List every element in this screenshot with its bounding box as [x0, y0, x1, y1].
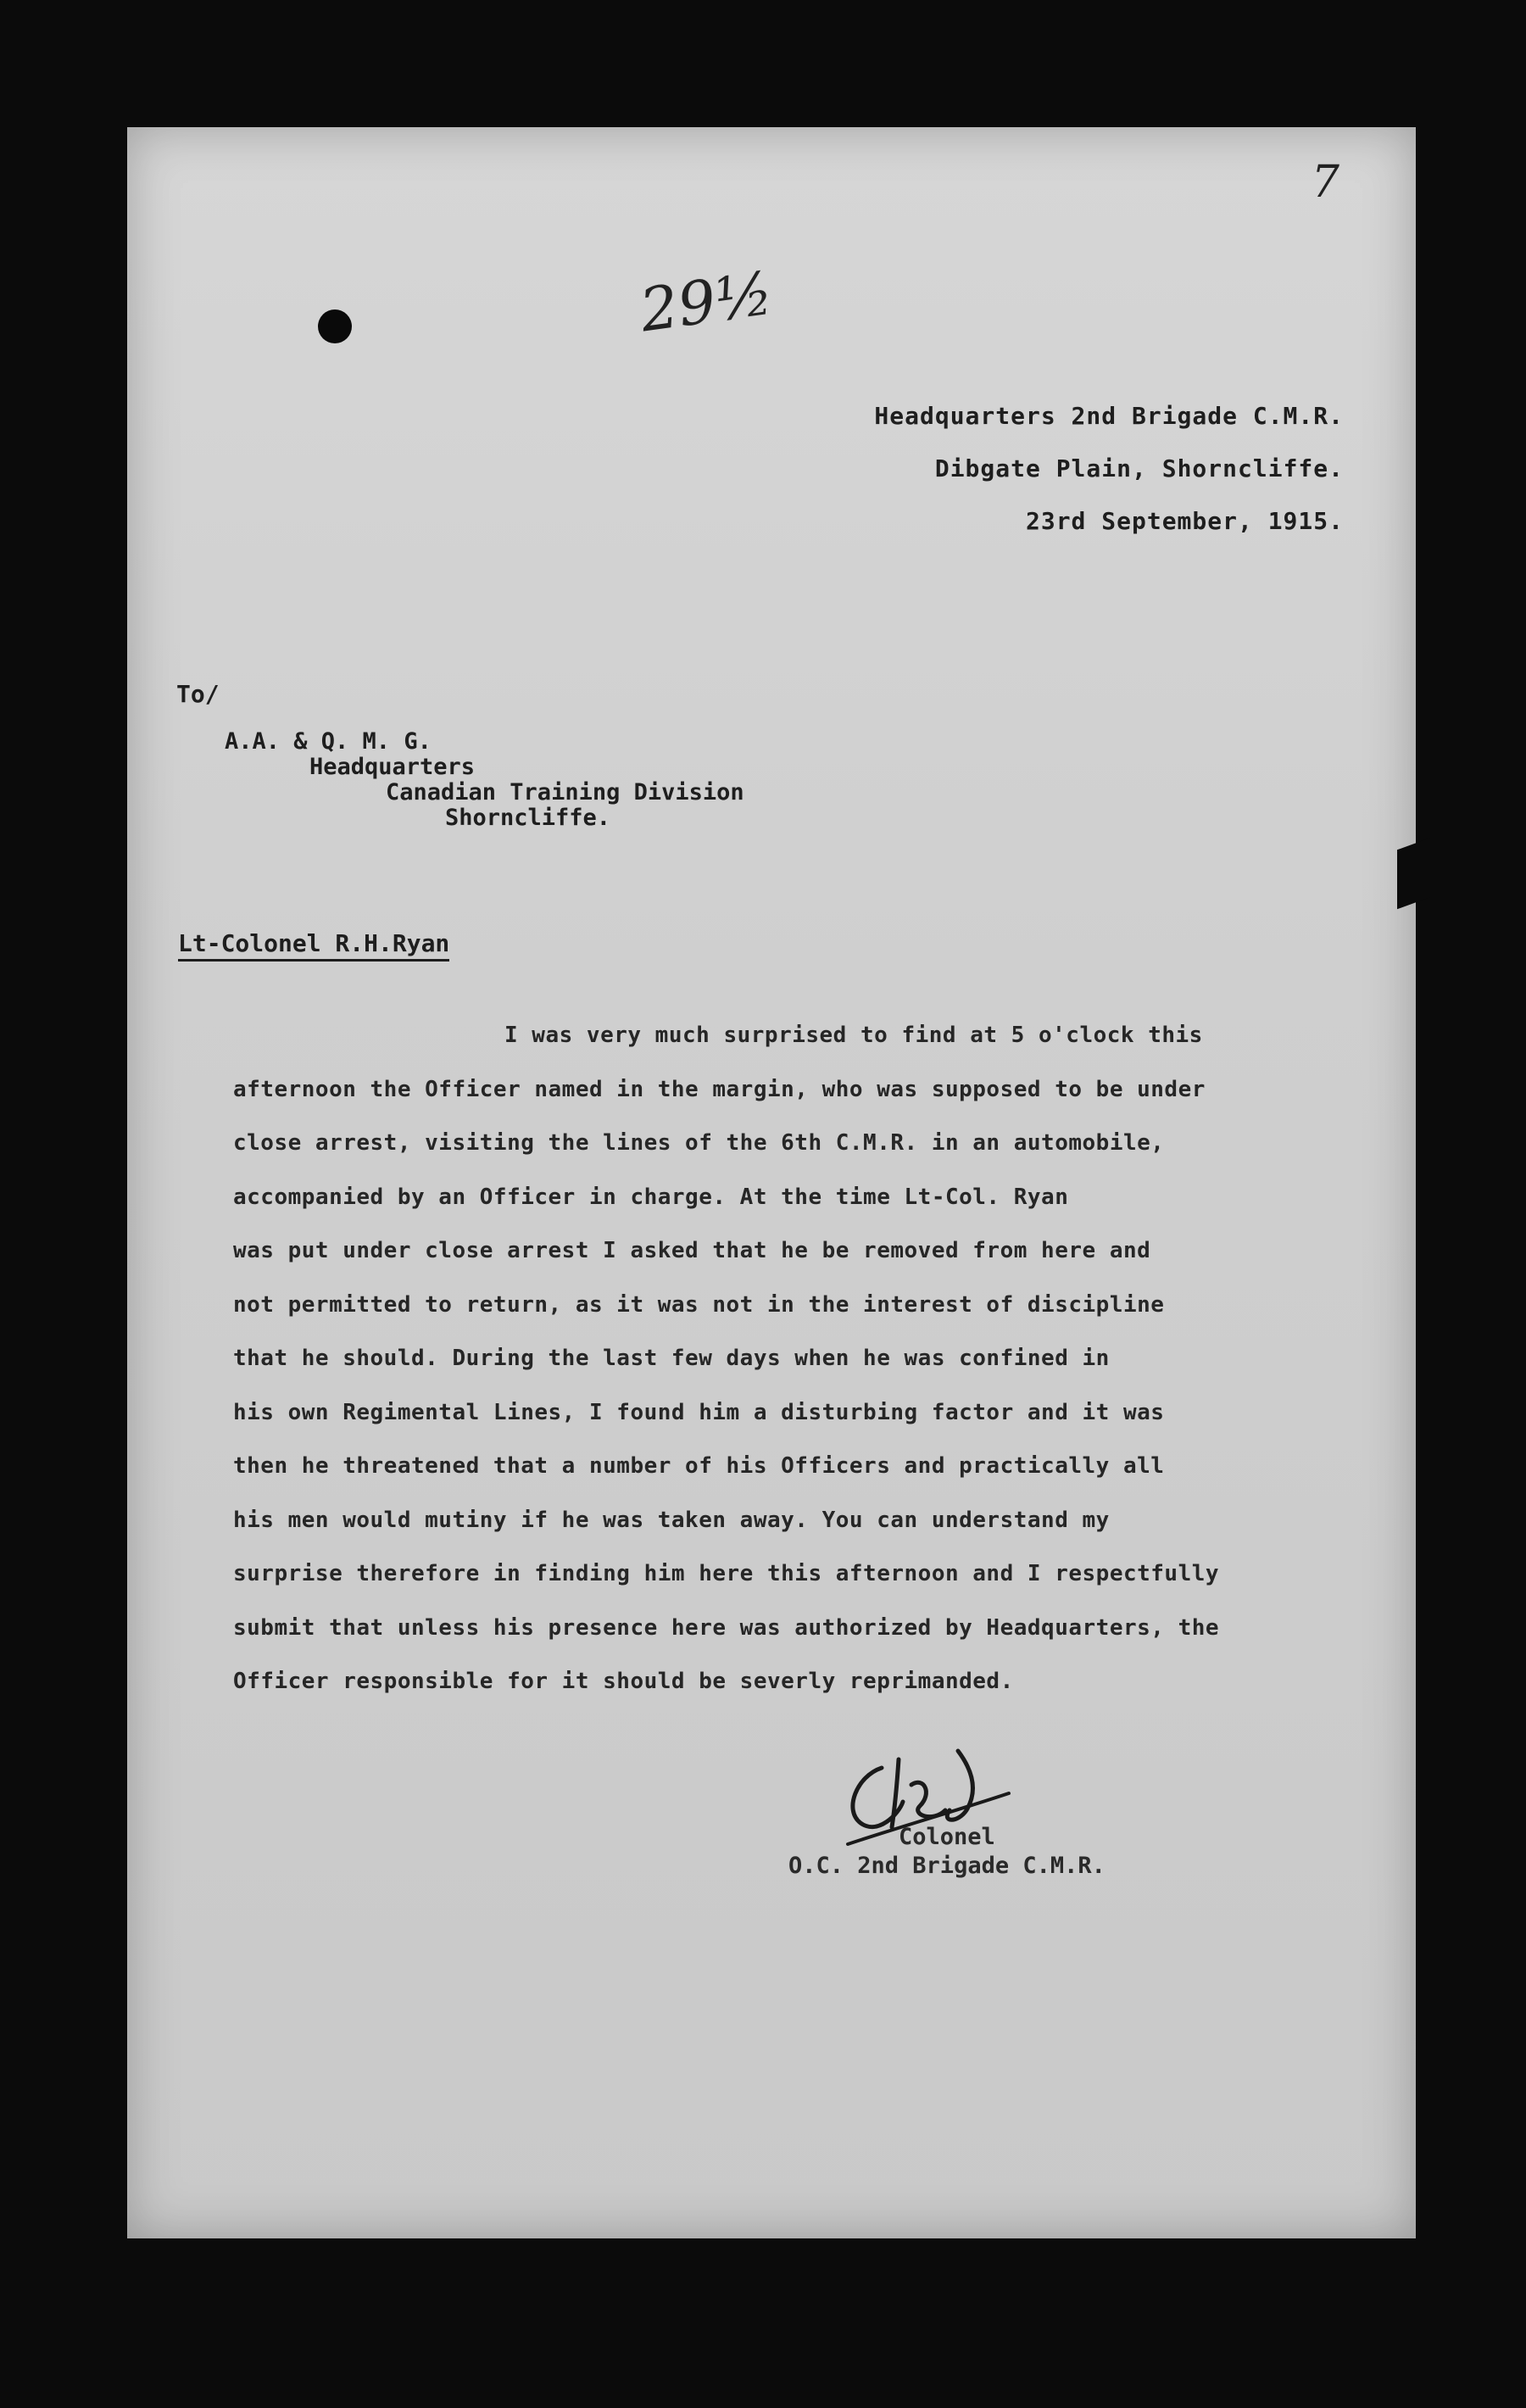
- letter-header: [874, 390, 1344, 548]
- body-line: accompanied by an Officer in charge. At the time Lt-Col. Ryan: [233, 1184, 1069, 1210]
- body-line: I was very much surprised to find at 5 o'clock this: [504, 1023, 1203, 1048]
- body-line: his own Regimental Lines, I found him a disturbing factor and it was: [233, 1399, 1165, 1425]
- body-line: afternoon the Officer named in the margin, who was supposed to be under: [233, 1076, 1206, 1102]
- body-line: submit that unless his presence here was authorized by Headquarters, the: [233, 1614, 1220, 1641]
- header-date: 23rd September, 1915.: [1025, 507, 1344, 535]
- addressee-line: Shorncliffe.: [445, 805, 611, 831]
- punch-hole: [318, 309, 352, 343]
- body-line: close arrest, visiting the lines of the 6th C.M.R. in an automobile,: [233, 1130, 1165, 1156]
- body-line: then he threatened that a number of his Officers and practically all: [233, 1453, 1165, 1479]
- to-label: To/: [176, 680, 220, 708]
- signature-rank: Colonel: [899, 1824, 995, 1850]
- header-line: Headquarters 2nd Brigade C.M.R.: [874, 402, 1344, 430]
- addressee-block: [225, 729, 744, 831]
- signature-title: O.C. 2nd Brigade C.M.R.: [788, 1853, 1106, 1879]
- header-line: Dibgate Plain, Shorncliffe.: [934, 454, 1344, 482]
- body-line: Officer responsible for it should be severly reprimanded.: [233, 1669, 1014, 1694]
- addressee-line: Canadian Training Division: [386, 779, 744, 805]
- body-line: that he should. During the last few days when he was confined in: [233, 1346, 1110, 1371]
- file-mark: 29½: [636, 258, 777, 346]
- body-line: was put under close arrest I asked that he be removed from here and: [233, 1238, 1151, 1263]
- body-line: surprise therefore in finding him here this afternoon and I respectfully: [233, 1561, 1220, 1586]
- torn-edge: [1397, 838, 1431, 910]
- body-line: not permitted to return, as it was not in the interest of discipline: [233, 1291, 1165, 1318]
- document-page: [127, 127, 1416, 2238]
- page-number: 7: [1311, 157, 1339, 208]
- subject-line: Lt-Colonel R.H.Ryan: [178, 929, 449, 962]
- signature-block: [788, 1823, 1106, 1881]
- addressee-line: A.A. & Q. M. G.: [225, 728, 432, 755]
- letter-body: [233, 1009, 1382, 1709]
- body-line: his men would mutiny if he was taken away. You can understand my: [233, 1507, 1110, 1533]
- addressee-line: Headquarters: [309, 754, 476, 780]
